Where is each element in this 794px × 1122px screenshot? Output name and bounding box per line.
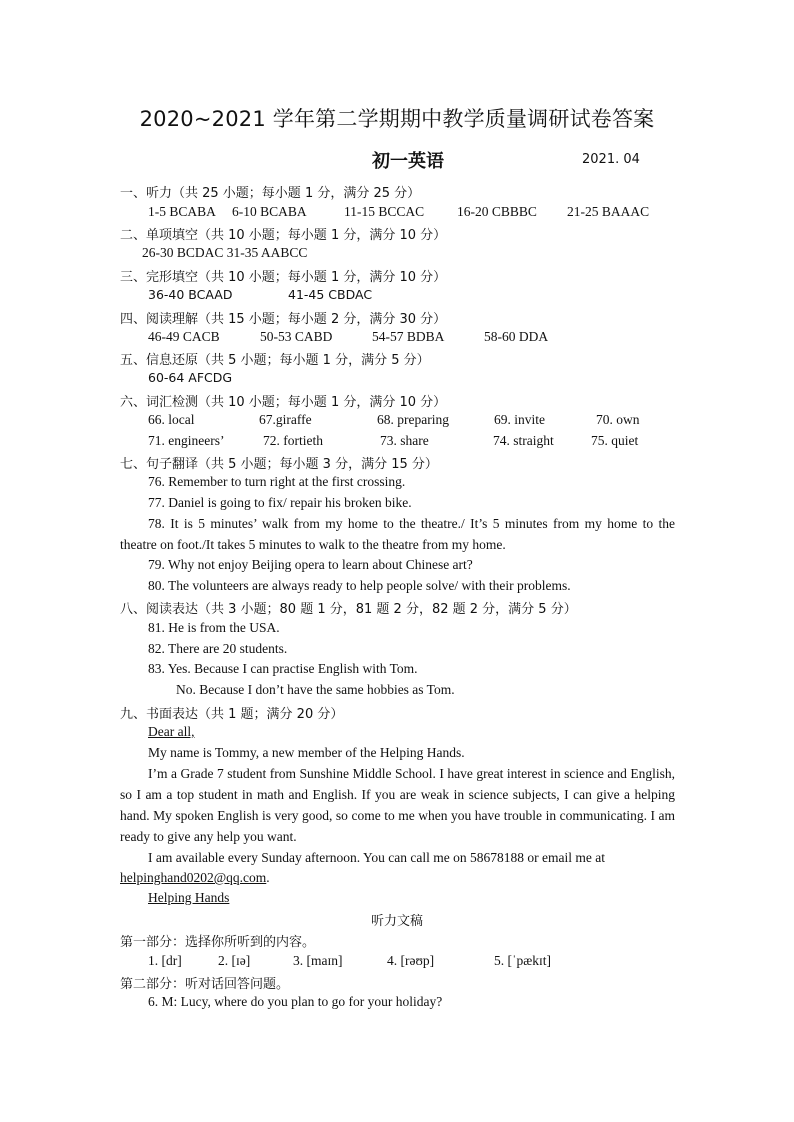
s2-answers: 26-30 BCDAC 31-35 AABCC [142,245,308,260]
page-title: 2020~2021 学年第二学期期中教学质量调研试卷答案 [139,107,655,131]
s1-answer-1: 1-5 BCABA [148,204,216,219]
s1-answer-3: 11-15 BCCAC [344,204,425,219]
s1-answer-4: 16-20 CBBBC [457,204,537,219]
s6-answer-66: 66. local [148,412,195,427]
s5-answers: 60-64 AFCDG [148,370,233,385]
s6-answer-70: 70. own [596,412,640,427]
section-9-heading: 九、书面表达（共 1 题；满分 20 分） [120,707,344,722]
essay-paragraph-3 [120,847,675,868]
listening-script-heading: 听力文稿 [370,914,423,929]
section-8-heading: 八、阅读表达（共 3 小题；80 题 1 分，81 题 2 分，82 题 2 分，满分 5 分） [120,602,577,617]
s8-answer-83-yes: 83. Yes. Because I can practise English with Tom. [148,661,418,676]
s8-answer-82: 82. There are 20 students. [148,641,288,656]
s7-answer-79: 79. Why not enjoy Beijing opera to learn about Chinese art? [148,557,473,572]
section-2-heading: 二、单项填空（共 10 小题；每小题 1 分，满分 10 分） [120,228,447,243]
s6-answer-67: 67.giraffe [259,412,312,427]
phonetic-2: 2. [ɪə] [218,953,251,968]
s6-answer-72: 72. fortieth [263,433,323,448]
exam-date: 2021. 04 [582,152,640,167]
essay-paragraph-2: I’m a Grade 7 student from Sunshine Middle School. I have great interest in science and English, so I am a top student in math and English. If you are weak in science subjects, I can give a helping hand. My spoken English is very good, so come to me when you have trouble in communicating. I am ready to give any help you want. [120,766,675,844]
phonetic-5: 5. [ˈpækɪt] [494,953,551,968]
s8-answer-83-no: No. Because I don’t have the same hobbies as Tom. [176,682,455,697]
essay-email-line [120,870,270,886]
s4-answer-4: 58-60 DDA [484,329,549,344]
s1-answer-2: 6-10 BCABA [232,204,307,219]
s3-answer-1: 36-40 BCAAD [148,287,233,302]
s4-answer-1: 46-49 CACB [148,329,220,344]
s6-answer-68: 68. preparing [377,412,449,427]
s6-answer-71: 71. engineers’ [148,433,225,448]
section-5-heading: 五、信息还原（共 5 小题；每小题 1 分，满分 5 分） [120,353,430,368]
section-1-heading: 一、听力（共 25 小题；每小题 1 分，满分 25 分） [120,186,421,201]
script-part-1: 第一部分：选择你所听到的内容。 [120,935,316,950]
s6-answer-69: 69. invite [494,412,545,427]
s8-answer-81: 81. He is from the USA. [148,620,280,635]
section-4-heading: 四、阅读理解（共 15 小题；每小题 2 分，满分 30 分） [120,312,447,327]
phonetic-3: 3. [maɪn] [293,953,343,968]
essay-paragraph-1: My name is Tommy, a new member of the Helping Hands. [148,745,465,760]
essay-email-period: . [266,870,270,885]
s3-answer-2: 41-45 CBDAC [288,287,373,302]
s4-answer-3: 54-57 BDBA [372,329,445,344]
s6-answer-75: 75. quiet [591,433,639,448]
s6-answer-74: 74. straight [493,433,554,448]
script-question-6: 6. M: Lucy, where do you plan to go for your holiday? [148,994,443,1009]
s7-answer-76: 76. Remember to turn right at the first crossing. [148,474,406,489]
s7-answer-78: 78. It is 5 minutes’ walk from my home to the theatre./ It’s 5 minutes from my home to the theatre on foot./It takes 5 minutes to walk to the theatre from my home. [120,516,675,552]
section-6-heading: 六、词汇检测（共 10 小题；每小题 1 分，满分 10 分） [120,395,447,410]
page-subtitle: 初一英语 [372,151,444,172]
s4-answer-2: 50-53 CABD [260,329,333,344]
phonetic-4: 4. [rəʊp] [387,953,435,968]
essay-greeting: Dear all, [148,724,195,739]
s7-answer-77: 77. Daniel is going to fix/ repair his broken bike. [148,495,412,510]
essay-paragraph-3-text: I am available every Sunday afternoon. You can call me on 58678188 or email me at [148,850,605,865]
section-7-heading: 七、句子翻译（共 5 小题；每小题 3 分，满分 15 分） [120,457,438,472]
essay-email: helpinghand0202@qq.com [120,870,267,885]
script-part-2: 第二部分：听对话回答问题。 [120,977,290,992]
phonetic-1: 1. [dr] [148,953,182,968]
s6-answer-73: 73. share [380,433,429,448]
section-3-heading: 三、完形填空（共 10 小题；每小题 1 分，满分 10 分） [120,270,447,285]
s7-answer-80: 80. The volunteers are always ready to help people solve/ with their problems. [148,578,571,593]
s1-answer-5: 21-25 BAAAC [567,204,650,219]
essay-signature: Helping Hands [148,890,230,905]
